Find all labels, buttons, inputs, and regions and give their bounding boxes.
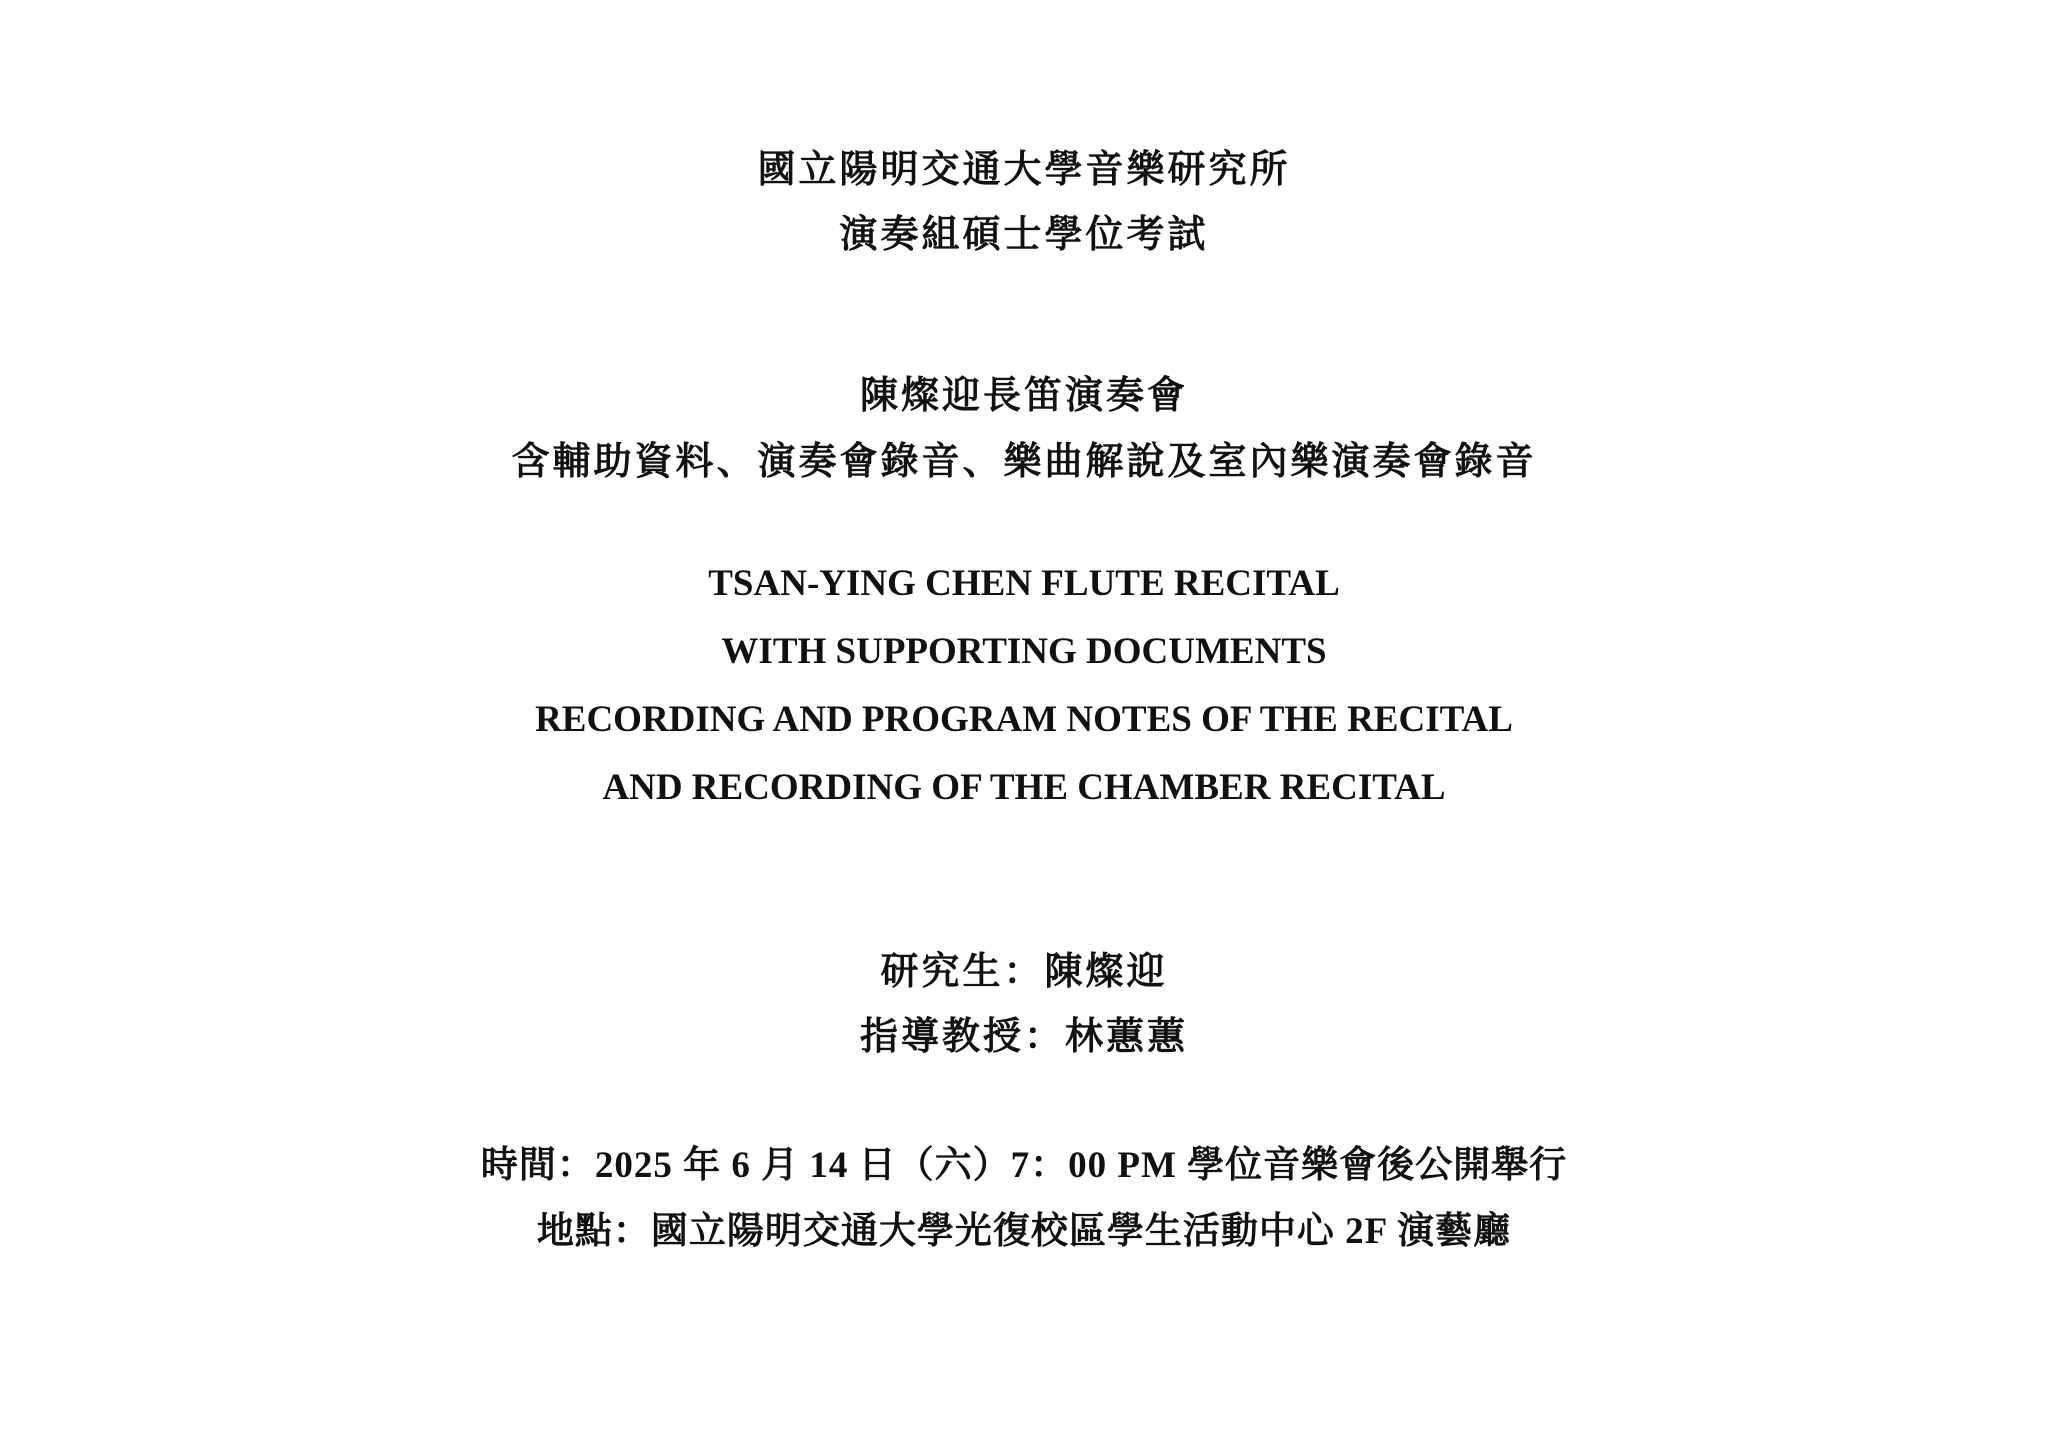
recital-title-en-line-1: TSAN-YING CHEN FLUTE RECITAL — [708, 563, 1340, 604]
event-place: 地點：國立陽明交通大學光復校區學生活動中心 2F 演藝廳 — [536, 1211, 1512, 1252]
student-name: 研究生：陳燦迎 — [880, 948, 1168, 993]
recital-title-zh: 陳燦迎長笛演奏會 — [859, 372, 1188, 417]
recital-title-en-line-4: AND RECORDING OF THE CHAMBER RECITAL — [602, 767, 1446, 808]
recital-title-en-line-2: WITH SUPPORTING DOCUMENTS — [721, 631, 1327, 672]
event-time: 時間：2025 年 6 月 14 日（六）7：00 PM 學位音樂會後公開舉行 — [480, 1145, 1568, 1186]
recital-title-en-line-3: RECORDING AND PROGRAM NOTES OF THE RECITAL — [535, 699, 1513, 740]
advisor-name: 指導教授：林蕙蕙 — [859, 1013, 1188, 1058]
institute-heading: 國立陽明交通大學音樂研究所 — [757, 146, 1291, 191]
recital-subtitle-zh: 含輔助資料、演奏會錄音、樂曲解說及室內樂演奏會錄音 — [511, 438, 1537, 483]
exam-heading: 演奏組碩士學位考試 — [839, 211, 1209, 256]
